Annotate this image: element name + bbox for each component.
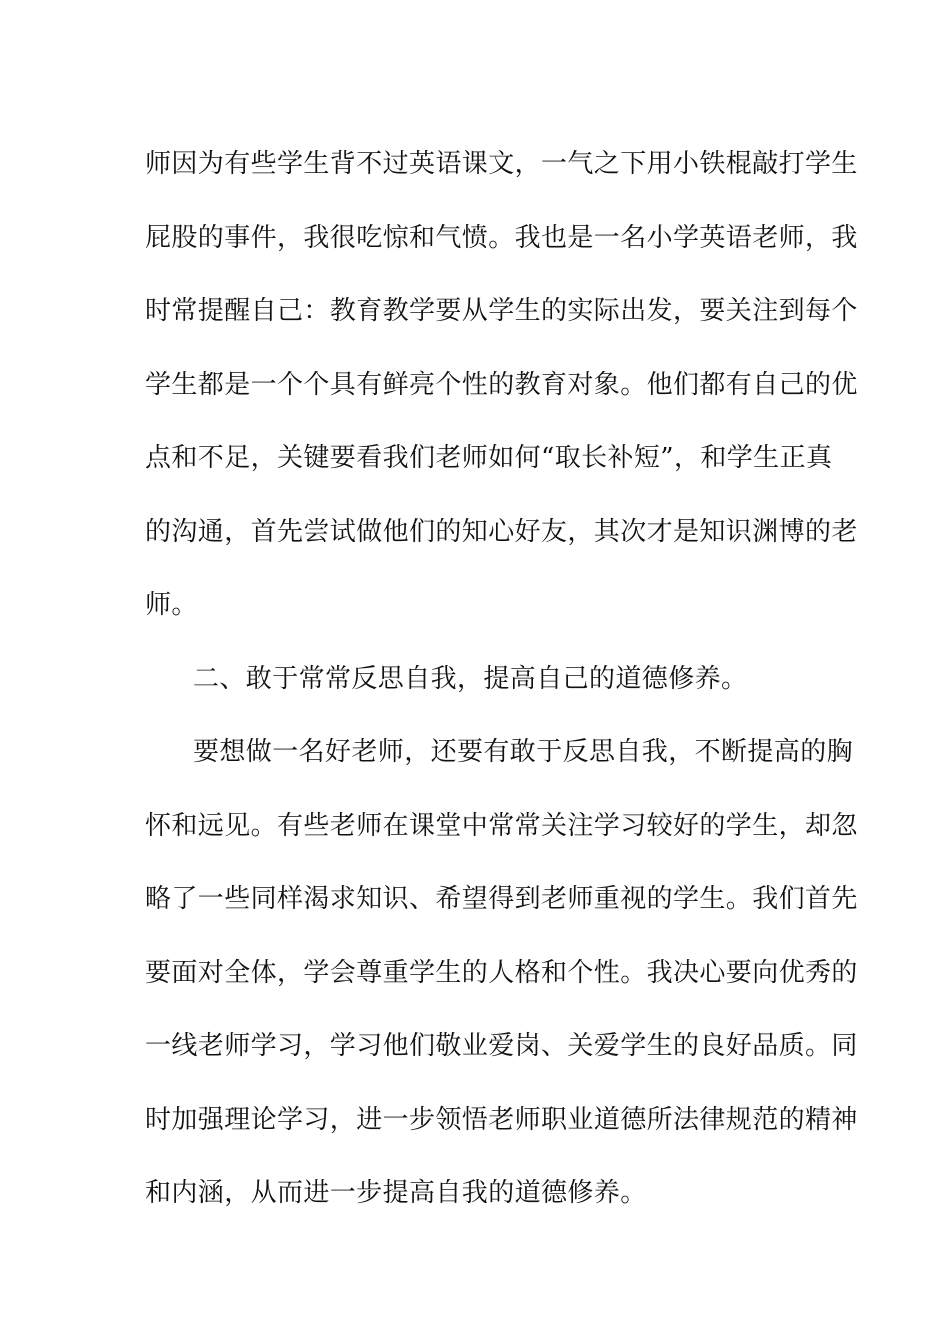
text-line: 略了一些同样渴求知识、希望得到老师重视的学生。我们首先 [145, 884, 858, 914]
text-line: 学生都是一个个具有鲜亮个性的教育对象。他们都有自己的优 [145, 369, 858, 400]
text-line: 要面对全体，学会尊重学生的人格和个性。我决心要向优秀的 [145, 957, 858, 988]
text-line: 怀和远见。有些老师在课堂中常常关注学习较好的学生，却忽 [145, 810, 858, 841]
text-line: 屁股的事件，我很吃惊和气愤。我也是一名小学英语老师，我 [145, 222, 858, 253]
text-line: 点和不足，关键要看我们老师如何“取长补短”，和学生正真 [145, 443, 833, 473]
text-line: 一线老师学习，学习他们敬业爱岗、关爱学生的良好品质。同 [145, 1031, 858, 1061]
body-text [145, 128, 858, 1231]
text-line: 时加强理论学习，进一步领悟老师职业道德所法律规范的精神 [145, 1104, 858, 1135]
text-line: 要想做一名好老师，还要有敢于反思自我，不断提高的胸 [193, 737, 854, 767]
text-line: 时常提醒自己：教育教学要从学生的实际出发，要关注到每个 [145, 296, 858, 326]
text-line: 的沟通，首先尝试做他们的知心好友，其次才是知识渊博的老 [145, 516, 858, 547]
text-line: 师。 [145, 590, 198, 620]
text-line: 和内涵，从而进一步提高自我的道德修养。 [145, 1178, 647, 1208]
text-line: 师因为有些学生背不过英语课文，一气之下用小铁棍敲打学生 [145, 149, 858, 179]
section-heading: 二、敢于常常反思自我，提高自己的道德修养。 [193, 663, 748, 694]
